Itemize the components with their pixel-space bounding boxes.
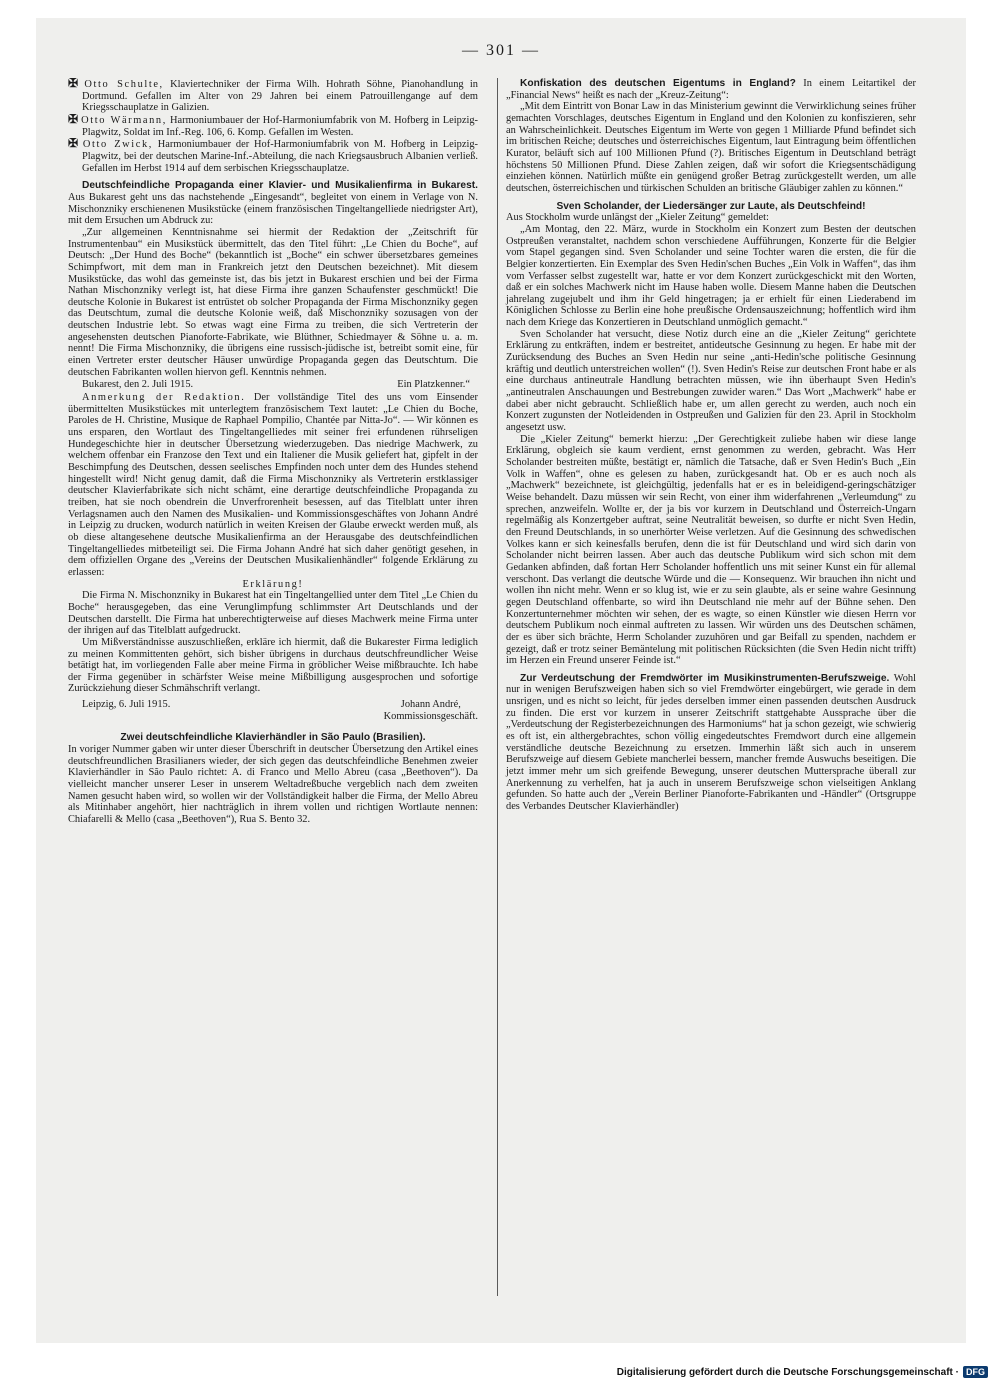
letter-dateline [68,379,478,391]
article-sven-quote: „Am Montag, den 22. März, wurde in Stockholm ein Konzert zum Besten der deutschen Ostpreußen veranstaltet, nachdem schon verschiedene Aufführungen, Konzerte für die Belgier vom Stapel gegangen sind. Sven Scholander und seine Tochter waren die ersten, die für die Belgier konzertierten. Ein Exemplar des Sven Hedin'schen Buches „Ein Volk in Waffen“, das ihm vom Verfasser selbst zugestellt war, hatte er vor dem Konzert zurückgeschickt mit den Worten, daß er ein solches Machwerk nicht im Hause haben wolle. Diesem Manne haben die Deutschen jahrelang zugejubelt und ihm ihr Geld hingetragen; ja er erhielt für einen Liederabend im Königlichen Schlosse zu Berlin eine hohe preußische Ordensauszeichnung; hoffentlich wird ihm nach dem Kriege das Konzertieren in Deutschland unmöglich gemacht.“ [506,223,916,329]
declaration-place-date: Leipzig, 6. Juli 1915. [82,699,171,711]
declaration-paragraph: Die Firma N. Mischonzniky in Bukarest hat ein Tingeltangellied unter dem Titel „Le Chien du Boche“ herausgegeben, das eine Verunglimpfung schlimmster Art Deutschlands und der Deutschen darstellt. Die Firma hat unberechtigterweise auf dieses Machwerk meine Firma unter der ihrigen auf das Titelblatt aufgedruckt. [68,590,478,637]
article-konfiskation: „Mit dem Eintritt von Bonar Law in das Ministerium gewinnt die Verwirklichung seines früher gemachten Vorschlages, deutsches Eigentum in England und den Kolonien zu konfiszieren, sehr an Wahrscheinlichkeit. Deutsches Eigentum im Werte von gegen 1 Milliarde Pfund befindet sich im britischen Reiche; deutsches und österreichisches Eigentum, laut Eintragung beim öffentlichen Kurator, beläuft sich auf 100 Millionen Pfund (?). Britisches Eigentum in Deutschland beträgt höchstens 50 Millionen Pfund. Diese Zahlen zeigen, daß wir sofort die Kriegsentschädigung einziehen können. Natürlich müßte ein genügend großer Betrag zurückgestellt werden, um alle deutschen, österreichischen und türkischen Schulden an britische Gläubiger zahlen zu können.“ [506,101,916,194]
scanned-page [36,18,966,1343]
article-heading: Zwei deutschfeindliche Klavierhändler in São Paulo (Brasilien). [120,732,426,744]
article-sven-paragraph: Sven Scholander hat versucht, diese Notiz durch eine an die „Kieler Zeitung“ gerichtete Erklärung zu entkräften, indem er bestreitet, antideutsche Gesinnung zu hegen. Er habe mit der Zurücksendung des Buches an Sven Hedin nur seine „anti-Hedin'sche politische Gesinnung kräftig und deutlich unterstreichen wollen“ (!). Sven Hedin's Reise zur deutschen Front habe er als eine durchaus antineutrale Handlung betrachten müssen, wie ihn überhaupt Sven Hedin's „antineutralen Anschauungen und Bestrebungen zuwider waren.“ Das Wort „Machwerk“ habe er dabei aber nicht gebraucht. Schließlich habe er, um allen gerecht zu werden, auch noch ein Konzert zugunsten der Notleidenden in Ostpreußen und Galizien für den 23. April in Stockholm angesetzt usw. [506,328,916,434]
obituary-name: Otto Zwick, [82,139,153,151]
iron-cross-icon: ✠ [68,76,79,90]
obituary-text: Harmoniumbauer der Hof-Harmoniumfabrik von M. Hofberg in Leipzig-Plagwitz, bei der deutschen Marine-Inf.-Abteilung, die nach Kriegsausbruch Albanien verließ. Gefallen im Herbst 1914 auf dem serbischen Kriegsschauplatze. [82,139,478,174]
editorial-note-label: Anmerkung der Redaktion. [82,392,246,404]
declaration-paragraph: Um Mißverständnisse auszuschließen, erkläre ich hiermit, daß die Bukarester Firma lediglich zu meinen Kommittenten gehört, sich bisher übrigens in durchaus deutschfreundlicher Weise betätigt hat, im vorliegenden Falle aber meine Firma in gröblicher Weise mißbrauchte. Ich habe der Firma gegenüber in schärfster Weise meine Mißbilligung ausgesprochen und sofortige Zurückziehung dieser Schmähschrift verlangt. [68,636,478,695]
declaration-title: Erklärung! [242,578,304,590]
declaration-signature [68,699,478,722]
article-heading: Konfiskation des deutschen Eigentums in England? [520,78,796,89]
obituary-entry [68,111,478,138]
right-column [506,78,916,813]
funding-footer [617,1366,988,1378]
obituary-text: Harmoniumbauer der Hof-Harmoniumfabrik von M. Hofberg in Leipzig-Plagwitz, Soldat im Inf.-Reg. 106, 6. Komp. Gefallen im Westen. [82,114,478,138]
article-sao-paulo: In voriger Nummer gaben wir unter dieser Überschrift in deutscher Übersetzung den Artikel eines deutschfreundlichen Brasilianers wieder, der sich gegen das deutschfeindliche Benehmen zweier Klavierhändler in São Paulo richtet: A. di Franco und Mello Abreu (casa „Beethoven“). Da vielleicht mancher unserer Leser in unserem Weltadreßbuche vergeblich nach dem zweiten Namen gesucht haben wird, so wollen wir der Vollständigkeit halber die Firma, der Mello Abreu als Mitinhaber angehört, hier nachträglich in ihrem vollen und richtigen Wortlaute nennen: Chiafarelli & Mello (casa „Beethoven“), Rua S. Bento 32. [68,744,478,826]
left-column [68,78,478,826]
footer-text: Digitalisierung gefördert durch die Deutsche Forschungsgemeinschaft · [616,1366,959,1378]
article-letter: „Zur allgemeinen Kenntnisnahme sei hiermit der Redaktion der „Zeitschrift für Instrumentenbau“ ein Musikstück übermittelt, das den Titel führt: „Le Chien du Boche“, auf Deutsch: „Der Hund des Boche“ (bekanntlich ist „Boche“ ein schwer übersetzbares gemeines Schimpfwort, mit dem man in Frankreich jetzt den Deutschen bezeichnet). Mit diesem Musikstücke, das wohl das gemeinste ist, das bis jetzt in Bukarest erschien und bei der Firma Nathan Mischonzniky verlegt ist, hat diese Firma ihre ganzen Schaufenster geschmückt! Die deutsche Kolonie in Bukarest ist entrüstet ob solcher Propaganda der Firma Mischonzniky gegen das Deutschtum, zumal die deutsche Kolonie weiß, daß Mischonzniky sozusagen von der deutschen Industrie lebt. So etwas wagt eine Firma zu treiben, die sich Vertreterin der angesehensten deutschen Pianoforte-Fabrikate, wie Blüthner, Schiedmayer & Söhne u. a. m. nennt! Die Firma Mischonzniky, die übrigens eine russisch-jüdische ist, betreibt somit eine, für einen Vertreter erster deutscher Häuser unwürdige Propaganda gegen das Deutschtum. Die deutschen Fabrikanten wollen hiervon gefl. Kenntnis nehmen. [68,226,478,378]
letter-signature: Ein Platzkenner.“ [397,379,470,391]
obituary-text: Klaviertechniker der Firma Wilh. Hohrath Söhne, Pianohandlung in Dortmund. Gefallen im Alter von 29 Jahren bei einem Patrouillengange auf dem Kriegsschauplatze in Galizien. [82,79,478,114]
article-heading: Zur Verdeutschung der Fremdwörter im Musikinstrumenten-Berufszweige. [520,672,890,684]
obituary-entry [68,138,478,174]
page-number: — 301 — [462,42,540,59]
article-heading: Deutschfeindliche Propaganda einer Klavier- und Musikalienfirma in Bukarest. [82,180,478,192]
article-sven-intro: Aus Stockholm wurde unlängst der „Kieler Zeitung“ gemeldet: [506,212,769,224]
iron-cross-icon: ✠ [68,136,79,151]
article-heading: Sven Scholander, der Liedersänger zur Laute, als Deutschfeind! [556,200,866,212]
editorial-note: Anmerkung der Redaktion. Der vollständige Titel des uns vom Einsender übermittelten Musikstückes mit unterlegtem französischem Text lautet: „Le Chien du Boche, Paroles de H. Christine, Musique de Raphael Pompilio, Chantée par Nitta-Jo“. — Wir können es uns ersparen, den Wortlaut des Tingeltangelliedes mit seiner frei erfundenen rührseligen Hundegeschichte hier in deutscher Übersetzung wiederzugeben. Das niedrige Machwerk, zu welchem offenbar ein Franzose den Text und ein Italiener die Musik geliefert hat, gipfelt in der Beschimpfung des Deutschen, dessen seelisches Empfinden noch unter dem des Hundes stehend hingestellt wird! Nicht genug damit, daß die Firma Mischonzniky als Vertreterin erstklassiger deutscher Klavierfabrikate sich nicht schämt, eine derartige deutschfeindliche Propaganda zu treiben, hat sie noch obendrein die Unverfrorenheit besessen, auf das Titelblatt unter ihren Verlagsnamen auch den Namen des Musikalien- und Kommissionsgeschäftes von Johann André in Leipzig zu drucken, wodurch natürlich in weiten Kreisen der Glaube erweckt werden muß, als ob diese altangesehene deutsche Musikalienfirma an der Herausgabe des deutschfeindlichen Tingeltangelliedes mitbeteiligt sei. Die Firma Johann André hat sich daher genötigt gesehen, in dem offiziellen Organe des „Vereins der Deutschen Musikalienhändler“ folgende Erklärung zu erlassen: [68,392,478,578]
iron-cross-icon: ✠ [68,111,79,126]
article-propaganda-intro: Deutschfeindliche Propaganda einer Klavier- und Musikalienfirma in Bukarest. Aus Bukarest geht uns das nachstehende „Eingesandt“, begleitet von einem in Verlage von N. Mischonzniky erschienenen Musikstücke (einem französischen Tingeltangelliede niedrigster Art), mit dem Ersuchen um Abdruck zu: [68,180,478,227]
obituary-name: Otto Schulte, [84,79,164,90]
declaration-signer: Johann André, Kommissionsgeschäft. [383,699,478,722]
article-sven-paragraph: Die „Kieler Zeitung“ bemerkt hierzu: „Der Gerechtigkeit zuliebe haben wir diese lange Erklärung, obgleich sie kaum verdient, ernst genommen zu werden, gebracht. Was Herr Scholander bestreiten müßte, bestätigt er, nämlich die Tatsache, daß er Sven Hedin's Buch „Ein Volk in Waffen“, ohne es gelesen zu haben, zurückgesandt hat. Ob er es auch noch als „Machwerk“ bezeichnete, ist gleichgültig, jedenfalls hat er es in beleidigend-geringschätziger Weise behandelt. Dazu müssen wir sein Recht, von einer ihm widerfahrenen „Verleumdung“ zu sprechen, anzweifeln. Wollte er, der ja bis vor kurzem in Deutschland und Österreich-Ungarn regelmäßig als Konzertgeber auftrat, seine Neutralität beweisen, so durfte er nicht Sven Hedin, den Freund Deutschlands, in so unerhörter Weise verletzen. Auf die Gesinnung des schwedischen Volkes kann er sich keinesfalls berufen, denn die ist für Deutschland und wird sich darin von Scholander nicht beirren lassen. Aber auch das deutsche Publikum wird sich schon mit dem Gedanken abfinden, daß fortan Herr Scholander hoffentlich uns mit seiner Kunst ein für allemal verschont. Das verlangt die deutsche Würde und die — Konsequenz. Wir brauchen ihn nicht und wollen ihn nicht mehr. Wenn er so klug ist, wie er zu sein glaubte, als er seine wahre Gesinnung gegen Deutschland offenbarte, so wird ihn Deutschland nie mehr auf der Bühne sehen. Den Konzertunternehmer möchten wir sehen, der es wagte, so einen Künstler wie diesen Herrn vor deutschem Publikum noch einmal auftreten zu lassen. Wir würden uns des Deutschen schämen, der es über sich brächte, Herrn Scholander zuzuhören und gar Beifall zu spenden, nachdem er gezeigt, daß er trotz seiner Bemäntelung mit politischen Rücksichten (die Sven Hedin nicht trifft) im Herzen ein Freund unserer Feinde ist.“ [506,433,916,667]
article-konfiskation-intro: Konfiskation des deutschen Eigentums in England? In einem Leitartikel der „Financial News“ heißt es nach der „Kreuz-Zeitung“: [506,78,916,101]
obituary-name: Otto Wärmann, [81,114,167,126]
obituary-entry [68,78,478,114]
letter-date: Bukarest, den 2. Juli 1915. [82,379,194,391]
article-verdeutschung: Zur Verdeutschung der Fremdwörter im Musikinstrumenten-Berufszweige. Wohl nur in wenigen Berufszweigen haben sich so viel Fremdwörter eingebürgert, wie gerade in dem unsrigen, und es nicht so leicht, für jedes derselben immer einen passenden deutschen Ausdruck zu finden. Die erst vor kurzem in unserer Zeitschrift stattgehabte Aussprache über die „Verdeutschung der Registerbezeichnungen des Harmoniums“ hat ja schon gezeigt, wie schwierig es oft ist, ein althergebrachtes, schon völlig eingedeutschtes Fremdwort durch eine allgemein verständliche deutsche Bezeichnung zu ersetzen. Immerhin läßt sich auch in unserem Berufszweige auf diesem Gebiete mancherlei bessern, mancher fremde Auswuchs beseitigen. Die jetzt immer mehr um sich greifende Bewegung, unserer deutschen Muttersprache überall zur Anerkennung zu verhelfen, hat ja auch in unserem Berufszweige schon vielseitigen Anklang gefunden. So hatte auch der „Verein Berliner Pianoforte-Fabrikanten und -Händler“ (Ortsgruppe des Verbandes Deutscher Klavierhändler) [506,672,916,813]
column-divider [497,78,498,1296]
dfg-logo: DFG [963,1366,988,1378]
